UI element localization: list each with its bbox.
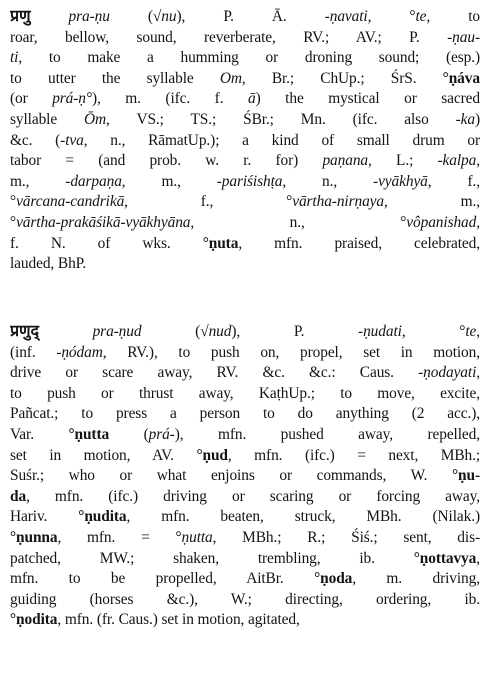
entry-line: Suśr.; who or what enjoins or commands, W. °ṇu- bbox=[10, 467, 480, 485]
entry-line: set in motion, AV. °ṇud, mfn. (ifc.) = next, MBh.; bbox=[10, 446, 480, 464]
entry-line: °ṇodita, mfn. (fr. Caus.) set in motion, agitated, bbox=[10, 611, 300, 629]
entry-line: drive or scare away, RV. &c. &c.: Caus. -ṇodayati, bbox=[10, 364, 480, 382]
dictionary-entry-pranu bbox=[10, 7, 480, 275]
entry-line: °vārcana-candrikā, f., °vārtha-nirṇaya, m., bbox=[10, 193, 480, 211]
entry-line: °ṇunna, mfn. = °ṇutta, MBh.; R.; Śiś.; sent, dis- bbox=[10, 528, 480, 546]
entry-line: प्रणुद् pra-ṇud (√nud), P. -ṇudati, °te, bbox=[10, 323, 480, 340]
entry-line: lauded, BhP. bbox=[10, 255, 87, 273]
entry-line: to utter the syllable Om, Br.; ChUp.; ŚrS. °ṇáva bbox=[10, 69, 480, 87]
entry-line: to push or thrust away, KaṭhUp.; to move, excite, bbox=[10, 384, 480, 402]
entry-line: f. N. of wks. °ṇuta, mfn. praised, celebrated, bbox=[10, 234, 480, 252]
entry-line: °vārtha-prakāśikā-vyākhyāna, n., °vôpanishad, bbox=[10, 213, 480, 231]
entry-line: tabor = (and prob. w. r. for) paṇana, L.; -kalpa, bbox=[10, 152, 480, 170]
entry-line: ti, to make a humming or droning sound; (esp.) bbox=[10, 49, 480, 67]
entry-line: syllable Ōm, VS.; TS.; ŚBr.; Mn. (ifc. also -ka) bbox=[10, 110, 480, 128]
entry-line: mfn. to be propelled, AitBr. °ṇoda, m. driving, bbox=[10, 570, 480, 588]
entry-line: Hariv. °ṇudita, mfn. beaten, struck, MBh. (Nilak.) bbox=[10, 508, 480, 526]
entry-line: &c. (-tva, n., RāmatUp.); a kind of small drum or bbox=[10, 131, 480, 149]
entry-line: roar, bellow, sound, reverberate, RV.; AV.; P. -ṇau- bbox=[10, 28, 480, 46]
entry-line: m., -darpaṇa, m., -pariśishṭa, n., -vyākhyā, f., bbox=[10, 172, 480, 190]
entry-line: da, mfn. (ifc.) driving or scaring or forcing away, bbox=[10, 487, 480, 505]
entry-line: guiding (horses &c.), W.; directing, ordering, ib. bbox=[10, 590, 480, 608]
entry-line: (inf. -ṇódam, RV.), to push on, propel, set in motion, bbox=[10, 343, 480, 361]
entry-line: patched, MW.; shaken, trembling, ib. °ṇottavya, bbox=[10, 549, 480, 567]
entry-line: प्रणु pra-ṇu (√nu), P. Ā. -ṇavati, °te, to bbox=[10, 8, 480, 25]
dictionary-entry-pranud bbox=[10, 322, 480, 631]
entry-line: Var. °ṇutta (prá-), mfn. pushed away, repelled, bbox=[10, 425, 480, 443]
entry-line: (or prá-ṇ°), m. (ifc. f. ā) the mystical or sacred bbox=[10, 90, 480, 108]
entry-line: Pañcat.; to press a person to do anything (2 acc.), bbox=[10, 405, 480, 423]
